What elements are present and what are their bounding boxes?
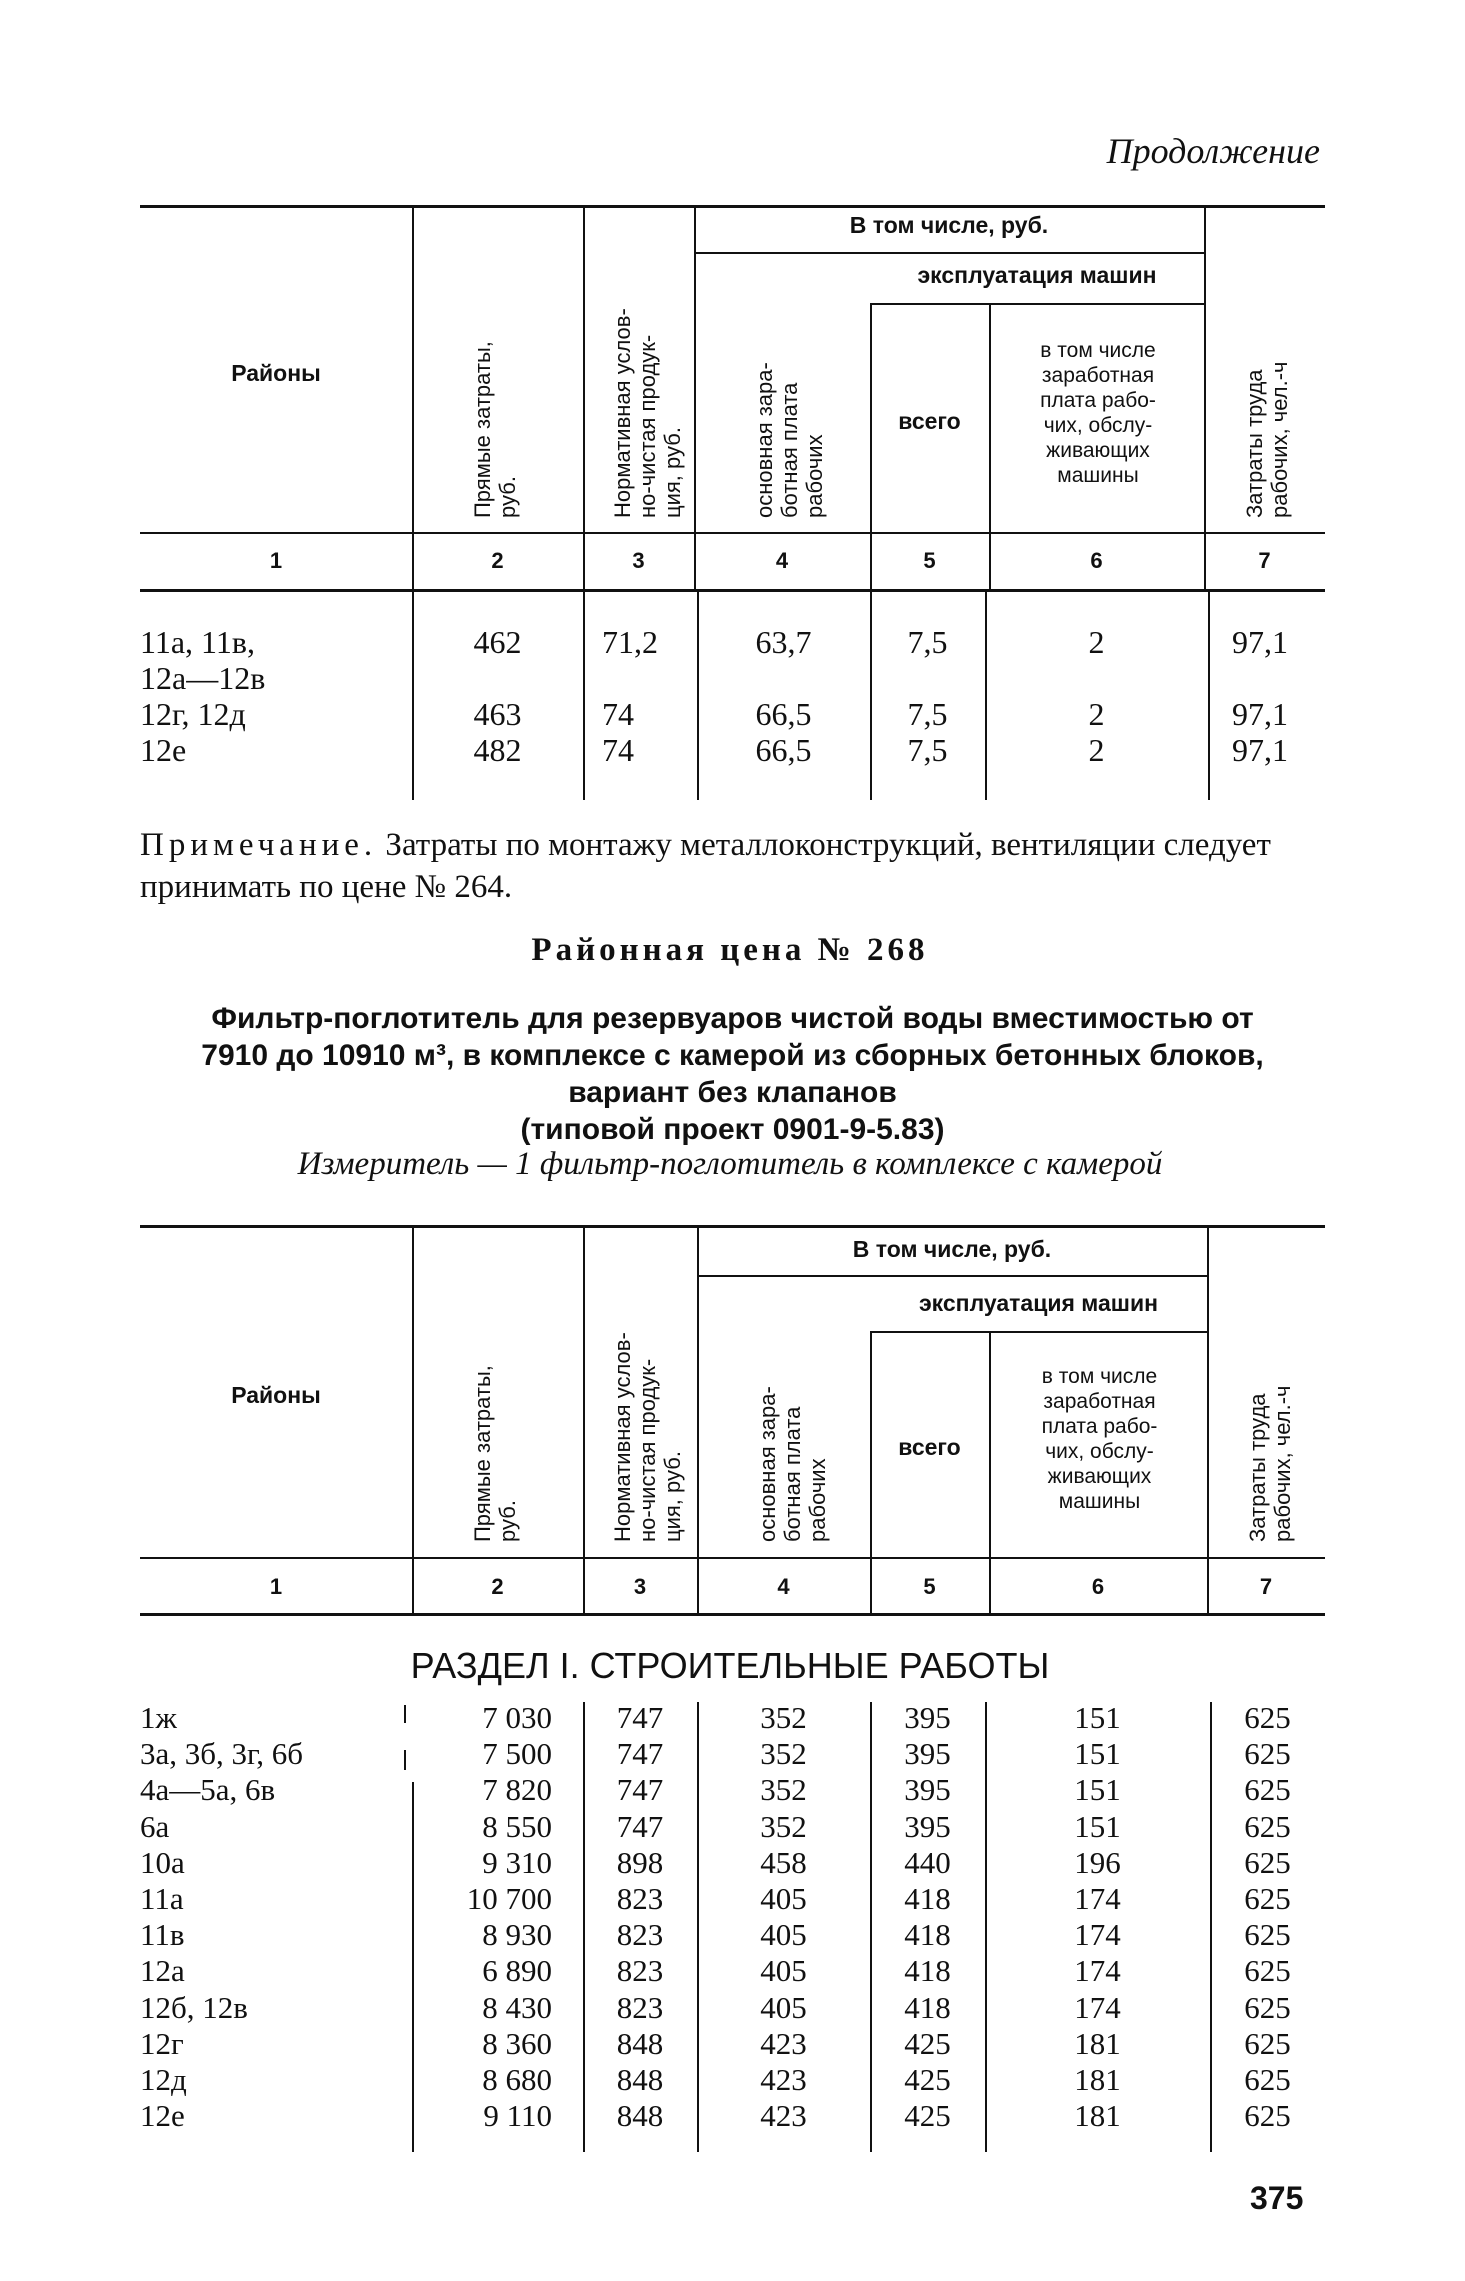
table-cell: 823 bbox=[616, 1880, 664, 1916]
col-number: 1 bbox=[269, 548, 283, 573]
header-direct-costs: Прямые затраты, руб. bbox=[470, 341, 520, 518]
col-number: 4 bbox=[775, 548, 789, 573]
header-base-salary: основная зара- ботная плата рабочих bbox=[755, 1386, 830, 1542]
header-direct-costs: Прямые затраты, руб. bbox=[470, 1365, 520, 1542]
numbers-bottom-rule bbox=[140, 1613, 1325, 1616]
table-cell: 405 bbox=[760, 1953, 807, 1989]
table-cell: 66,5 bbox=[755, 732, 812, 768]
table-cell: 625 bbox=[1244, 1772, 1291, 1808]
table-cell: 2 bbox=[1088, 624, 1105, 660]
table-cell: 458 bbox=[760, 1844, 807, 1880]
table-cell: 1ж bbox=[140, 1700, 177, 1735]
table-cell: 71,2 bbox=[602, 624, 658, 660]
table-top-rule bbox=[140, 1225, 1325, 1228]
table-cell: 425 bbox=[904, 2061, 951, 2097]
table-cell: 11а bbox=[140, 1880, 184, 1916]
table-cell: 625 bbox=[1244, 1880, 1291, 1916]
table-cell: 405 bbox=[760, 1989, 807, 2025]
table-cell: 63,7 bbox=[755, 624, 812, 660]
table-cell: 97,1 bbox=[1232, 696, 1288, 732]
table-cell: 97,1 bbox=[1232, 624, 1288, 660]
table-cell: 151 bbox=[1074, 1772, 1121, 1808]
table-cell: 2 bbox=[1088, 696, 1105, 732]
header-incl-salary: в том числе заработная плата рабо- чих, обслу- живающих машины bbox=[1041, 1365, 1158, 1513]
machines-rule bbox=[870, 303, 1204, 305]
note bbox=[140, 824, 1320, 908]
direct-column bbox=[412, 1700, 552, 2134]
table-cell: 174 bbox=[1074, 1917, 1121, 1953]
including-rule bbox=[694, 252, 1204, 254]
header-bottom-rule bbox=[140, 1557, 1325, 1559]
table-cell: 6 890 bbox=[482, 1953, 552, 1989]
header-including: В том числе, руб. bbox=[849, 212, 1049, 238]
table-cell: 151 bbox=[1074, 1808, 1121, 1844]
numbers-bottom-rule bbox=[140, 589, 1325, 592]
table-cell: 423 bbox=[760, 2098, 807, 2134]
table-top-rule bbox=[140, 205, 1325, 208]
table-cell: 9 110 bbox=[483, 2098, 552, 2134]
normative-column bbox=[583, 1700, 697, 2134]
note-text: Затраты по монтажу металлоконструкций, вентиляции следует принимать по цене № 264. bbox=[140, 827, 1271, 905]
table-cell: 12е bbox=[140, 2098, 185, 2134]
col-number: 6 bbox=[1090, 548, 1103, 573]
table-cell: 8 680 bbox=[482, 2061, 552, 2097]
table-cell: 352 bbox=[760, 1736, 807, 1772]
machines-rule bbox=[870, 1331, 1207, 1333]
table-cell: 181 bbox=[1074, 2061, 1121, 2097]
col-number: 2 bbox=[491, 1574, 504, 1599]
header-including: В том числе, руб. bbox=[852, 1236, 1052, 1262]
table-cell: 2 bbox=[1088, 732, 1105, 768]
table-cell: 6а bbox=[140, 1808, 170, 1844]
header-labor-costs: Затраты труда рабочих, чел.-ч bbox=[1242, 361, 1292, 518]
table-cell: 823 bbox=[616, 1917, 664, 1953]
table-cell: 11в bbox=[140, 1917, 185, 1953]
description: Фильтр-поглотитель для резервуаров чистой воды вместимостью от 7910 до 10910 м³, в комплексе с камерой из сборных бетонных блоков, вариант без клапанов (типовой проект 0901-9-5.83) bbox=[201, 1002, 1264, 1146]
machines-total-column bbox=[870, 1700, 985, 2134]
table-cell: 848 bbox=[616, 2098, 664, 2134]
table-cell: 12д bbox=[140, 2061, 187, 2097]
table-cell: 352 bbox=[760, 1772, 807, 1808]
regions-column bbox=[140, 1700, 303, 2134]
table-cell: 151 bbox=[1074, 1736, 1121, 1772]
table-cell: 898 bbox=[616, 1844, 664, 1880]
table-cell: 747 bbox=[616, 1772, 664, 1808]
table-cell: 181 bbox=[1074, 2025, 1121, 2061]
header-total: всего bbox=[898, 408, 961, 434]
table-cell: 151 bbox=[1074, 1700, 1121, 1735]
page-number: 375 bbox=[1250, 2180, 1304, 2216]
table-cell: 405 bbox=[760, 1880, 807, 1916]
table-cell: 10 700 bbox=[466, 1880, 552, 1916]
header-normative-net: Нормативная услов- но-чистая продук- ция, руб. bbox=[610, 308, 685, 518]
labor-column bbox=[1210, 1700, 1325, 2134]
table-cell: 8 360 bbox=[482, 2025, 552, 2061]
table-cell: 7 500 bbox=[482, 1736, 552, 1772]
table-cell: 625 bbox=[1244, 1917, 1291, 1953]
col-number: 5 bbox=[923, 548, 936, 573]
table-cell: 8 930 bbox=[482, 1917, 552, 1953]
table-cell: 418 bbox=[904, 1953, 951, 1989]
table-cell: 625 bbox=[1244, 1736, 1291, 1772]
header-incl-salary: в том числе заработная плата рабо- чих, обслу- живающих машины bbox=[1040, 339, 1156, 487]
table-cell: 463 bbox=[473, 696, 522, 732]
col-number: 6 bbox=[1091, 1574, 1105, 1599]
table-cell: 625 bbox=[1244, 1953, 1291, 1989]
table-cell: 9 310 bbox=[482, 1844, 552, 1880]
table-cell: 823 bbox=[616, 1953, 664, 1989]
table-cell: 74 bbox=[602, 696, 634, 732]
table-cell: 395 bbox=[904, 1736, 951, 1772]
salary-column bbox=[697, 1700, 870, 2134]
table-cell: 174 bbox=[1074, 1880, 1121, 1916]
table-cell: 482 bbox=[473, 732, 522, 768]
table-cell: 395 bbox=[904, 1700, 951, 1735]
header-base-salary: основная зара- ботная плата рабочих bbox=[752, 362, 827, 518]
table-cell: 97,1 bbox=[1232, 732, 1288, 768]
header-machine-operation: эксплуатация машин bbox=[917, 262, 1157, 288]
header-regions: Районы bbox=[231, 1382, 321, 1408]
table-cell: 425 bbox=[904, 2025, 951, 2061]
price-title: Районная цена № 268 bbox=[531, 932, 929, 968]
table-cell: 12г, 12д bbox=[140, 696, 246, 732]
table-cell: 747 bbox=[616, 1700, 664, 1735]
table-cell: 418 bbox=[904, 1989, 951, 2025]
col-number: 2 bbox=[491, 548, 504, 573]
table-cell: 425 bbox=[904, 2098, 951, 2134]
table-cell: 12е bbox=[140, 732, 187, 768]
table-cell: 625 bbox=[1244, 1989, 1291, 2025]
table-cell: 462 bbox=[473, 624, 522, 660]
table-cell: 7,5 bbox=[907, 732, 948, 768]
table-cell: 7 820 bbox=[482, 1772, 552, 1808]
header-regions: Районы bbox=[231, 360, 321, 386]
table-cell: 181 bbox=[1074, 2098, 1121, 2134]
table-cell: 12г bbox=[140, 2025, 184, 2061]
table-cell: 8 550 bbox=[482, 1808, 552, 1844]
table-cell: 12а—12в bbox=[140, 660, 266, 696]
incl-salary-column bbox=[985, 1700, 1210, 2134]
table-cell: 823 bbox=[616, 1989, 664, 2025]
table-cell: 625 bbox=[1244, 1700, 1291, 1735]
table-cell: 10а bbox=[140, 1844, 185, 1880]
table-cell: 625 bbox=[1244, 2025, 1291, 2061]
section-title: РАЗДЕЛ I. СТРОИТЕЛЬНЫЕ РАБОТЫ bbox=[410, 1645, 1050, 1686]
table-cell: 423 bbox=[760, 2025, 807, 2061]
header-normative-net: Нормативная услов- но-чистая продук- ция, руб. bbox=[610, 1332, 685, 1542]
table-cell: 848 bbox=[616, 2025, 664, 2061]
note-label: Примечание. bbox=[140, 827, 378, 863]
table-cell: 395 bbox=[904, 1772, 951, 1808]
table-cell: 74 bbox=[602, 732, 634, 768]
table-cell: 418 bbox=[904, 1880, 951, 1916]
table-cell: 3а, 3б, 3г, 6б bbox=[140, 1736, 304, 1772]
measure-unit: Измеритель — 1 фильтр-поглотитель в комплексе с камерой bbox=[297, 1146, 1163, 1182]
table-cell: 747 bbox=[616, 1736, 664, 1772]
table-cell: 625 bbox=[1244, 1844, 1291, 1880]
table-cell: 174 bbox=[1074, 1989, 1121, 2025]
table-cell: 11а, 11в, bbox=[140, 624, 255, 660]
table-cell: 418 bbox=[904, 1917, 951, 1953]
table-cell: 4а—5а, 6в bbox=[140, 1772, 276, 1808]
table-cell: 440 bbox=[904, 1844, 951, 1880]
table-cell: 405 bbox=[760, 1917, 807, 1953]
table-cell: 625 bbox=[1244, 1808, 1291, 1844]
col-number: 1 bbox=[269, 1574, 283, 1599]
table-cell: 352 bbox=[760, 1808, 807, 1844]
table-cell: 12б, 12в bbox=[140, 1989, 248, 2025]
table-cell: 7,5 bbox=[907, 696, 948, 732]
table-cell: 747 bbox=[616, 1808, 664, 1844]
table-cell: 12а bbox=[140, 1953, 185, 1989]
table-cell: 66,5 bbox=[755, 696, 812, 732]
col-number: 7 bbox=[1259, 1574, 1273, 1599]
table-cell: 625 bbox=[1244, 2098, 1291, 2134]
table-cell: 848 bbox=[616, 2061, 664, 2097]
table-cell: 196 bbox=[1074, 1844, 1121, 1880]
table-cell: 423 bbox=[760, 2061, 807, 2097]
header-labor-costs: Затраты труда рабочих, чел.-ч bbox=[1245, 1385, 1295, 1542]
header-bottom-rule bbox=[140, 532, 1325, 534]
table-cell: 352 bbox=[760, 1700, 807, 1735]
header-total: всего bbox=[898, 1434, 961, 1460]
col-number: 7 bbox=[1258, 548, 1271, 573]
col-number: 4 bbox=[777, 1574, 790, 1599]
header-machine-operation: эксплуатация машин bbox=[918, 1290, 1159, 1316]
table-cell: 8 430 bbox=[482, 1989, 552, 2025]
col-number: 5 bbox=[923, 1574, 936, 1599]
including-rule bbox=[697, 1275, 1207, 1277]
table-cell: 174 bbox=[1074, 1953, 1121, 1989]
table-cell: 7,5 bbox=[907, 624, 948, 660]
continuation-label: Продолжение bbox=[1106, 131, 1320, 171]
table-cell: 7 030 bbox=[482, 1700, 552, 1735]
table-cell: 625 bbox=[1244, 2061, 1291, 2097]
col-number: 3 bbox=[632, 548, 645, 573]
table-cell: 395 bbox=[904, 1808, 951, 1844]
col-number: 3 bbox=[633, 1574, 647, 1599]
